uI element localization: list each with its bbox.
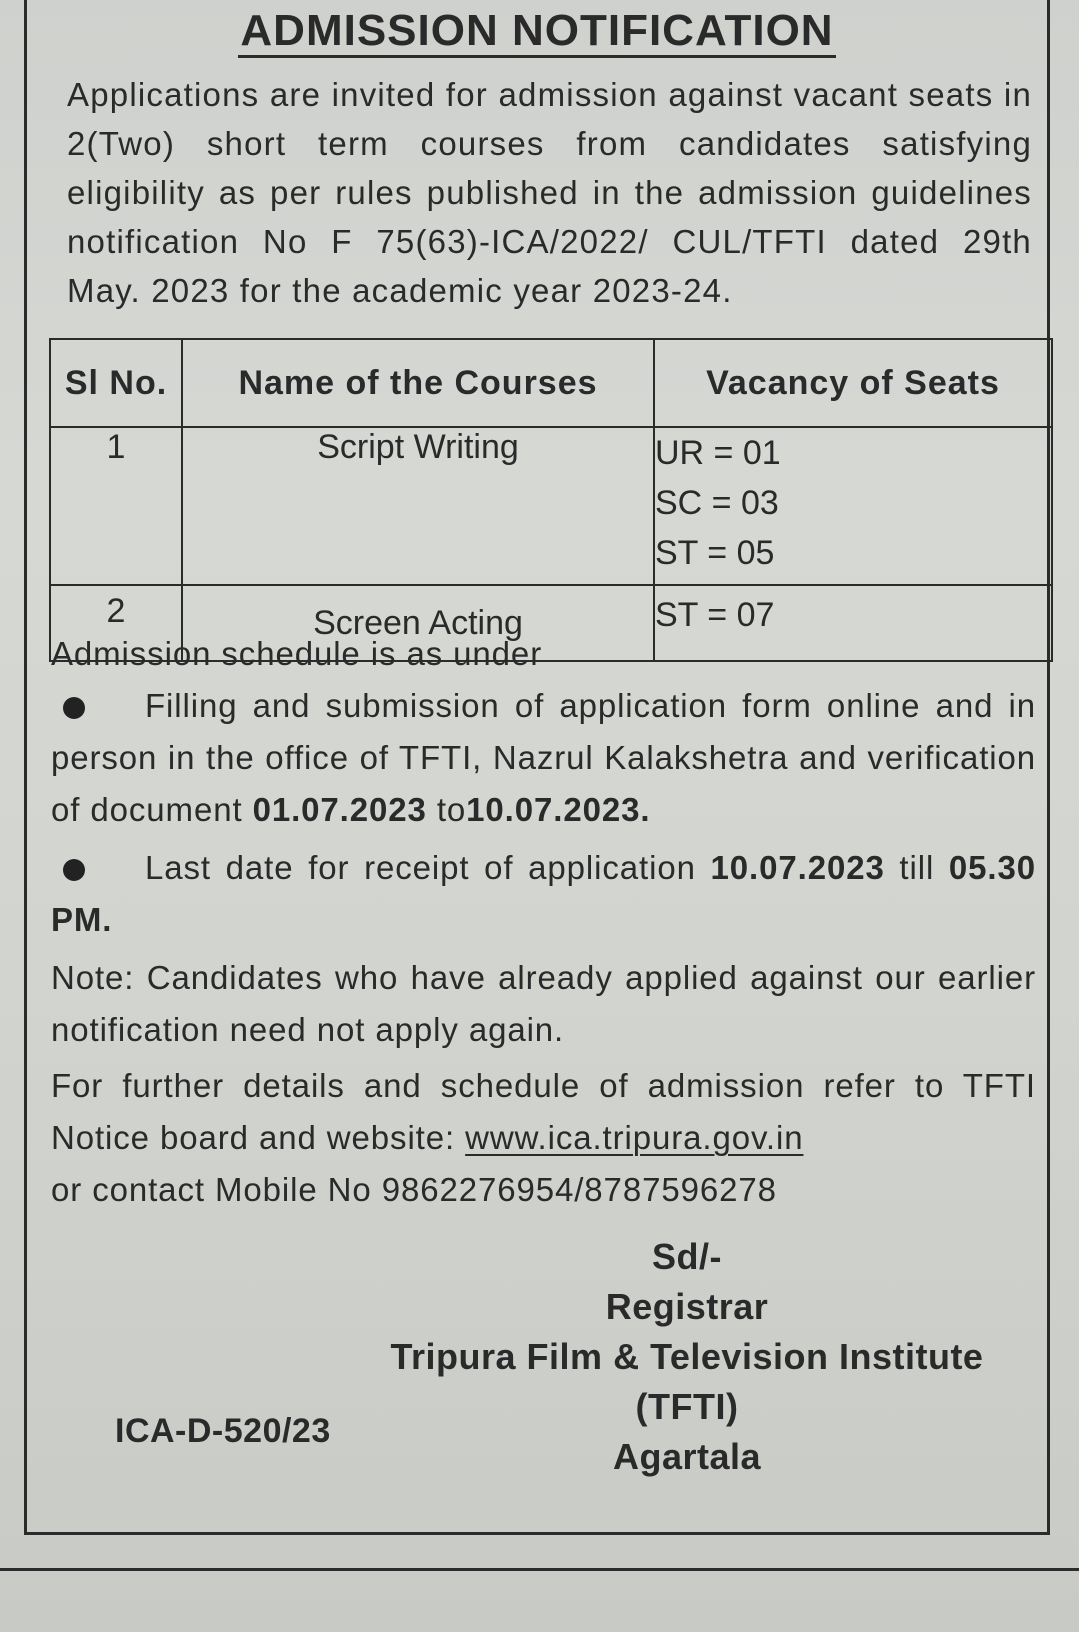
note-label: Note: [51,959,135,996]
reference-number: ICA-D-520/23 [115,1412,331,1450]
vacancy-st: ST = 07 [655,596,775,634]
designation: Registrar [605,1286,769,1327]
notice-title-text: ADMISSION NOTIFICATION [238,6,835,58]
row-sl-no: 1 [50,427,182,585]
date-from: 01.07.2023 [252,791,427,828]
intro-paragraph: Applications are invited for admission against vacant seats in 2(Two) short term courses from candidates satisfying eligibility as per rules published in the admission guidelines notification No F 75(63)-ICA/2022/ CUL/TFTI dated 29th May. 2023 for the academic year 2023-24. [67,76,1032,309]
date-to: 10.07.2023. [466,791,651,828]
bullet-icon [63,697,85,719]
header-vacancy: Vacancy of Seats [654,339,1052,427]
note-text: Candidates who have already applied against our earlier notification need not apply again. [51,959,1036,1048]
institute-abbr: (TFTI) [635,1386,739,1427]
row-course-name: Screen Acting [182,585,654,661]
note [51,952,1036,1056]
vacancy-ur: UR = 01 [655,434,781,472]
notice-title [27,6,1047,56]
vacancy-sc: SC = 03 [655,484,779,522]
schedule-item-1: Filling and submission of application form online and in person in the office of TFTI, Nazrul Kalakshetra and verification of document 01.07.2023 to10.07.2023. [51,687,1036,828]
schedule-item-2: Last date for receipt of application 10.07.2023 till 05.30 PM. [51,849,1036,938]
admission-notice [24,0,1050,1535]
schedule-heading: Admission schedule is as under [51,635,543,672]
row-vacancy [654,427,1052,585]
row-sl-no: 2 [50,585,182,661]
place: Agartala [612,1436,762,1477]
table-header-row [50,339,1052,427]
bottom-divider [0,1568,1079,1571]
signature-block [307,1232,1067,1482]
last-time: 05.30 PM. [51,849,1036,938]
header-course-name: Name of the Courses [182,339,654,427]
schedule-section [51,628,1036,1216]
contact-numbers: or contact Mobile No 9862276954/8787596278 [51,1171,777,1208]
row-course-name: Script Writing [182,427,654,585]
vacancy-st: ST = 05 [655,534,775,572]
header-sl-no: Sl No. [50,339,182,427]
courses-table [49,338,1053,662]
last-date: 10.07.2023 [710,849,885,886]
further-details: For further details and schedule of admission refer to TFTI Notice board and website: www.ica.tripura.gov.in or contact Mobile No 9862276954/8787596278 [51,1067,1036,1208]
table-row [50,427,1052,585]
website-link[interactable]: www.ica.tripura.gov.in [465,1119,804,1156]
sd-mark: Sd/- [652,1236,722,1277]
bullet-icon [63,859,85,881]
institute-name: Tripura Film & Television Institute [390,1336,984,1377]
